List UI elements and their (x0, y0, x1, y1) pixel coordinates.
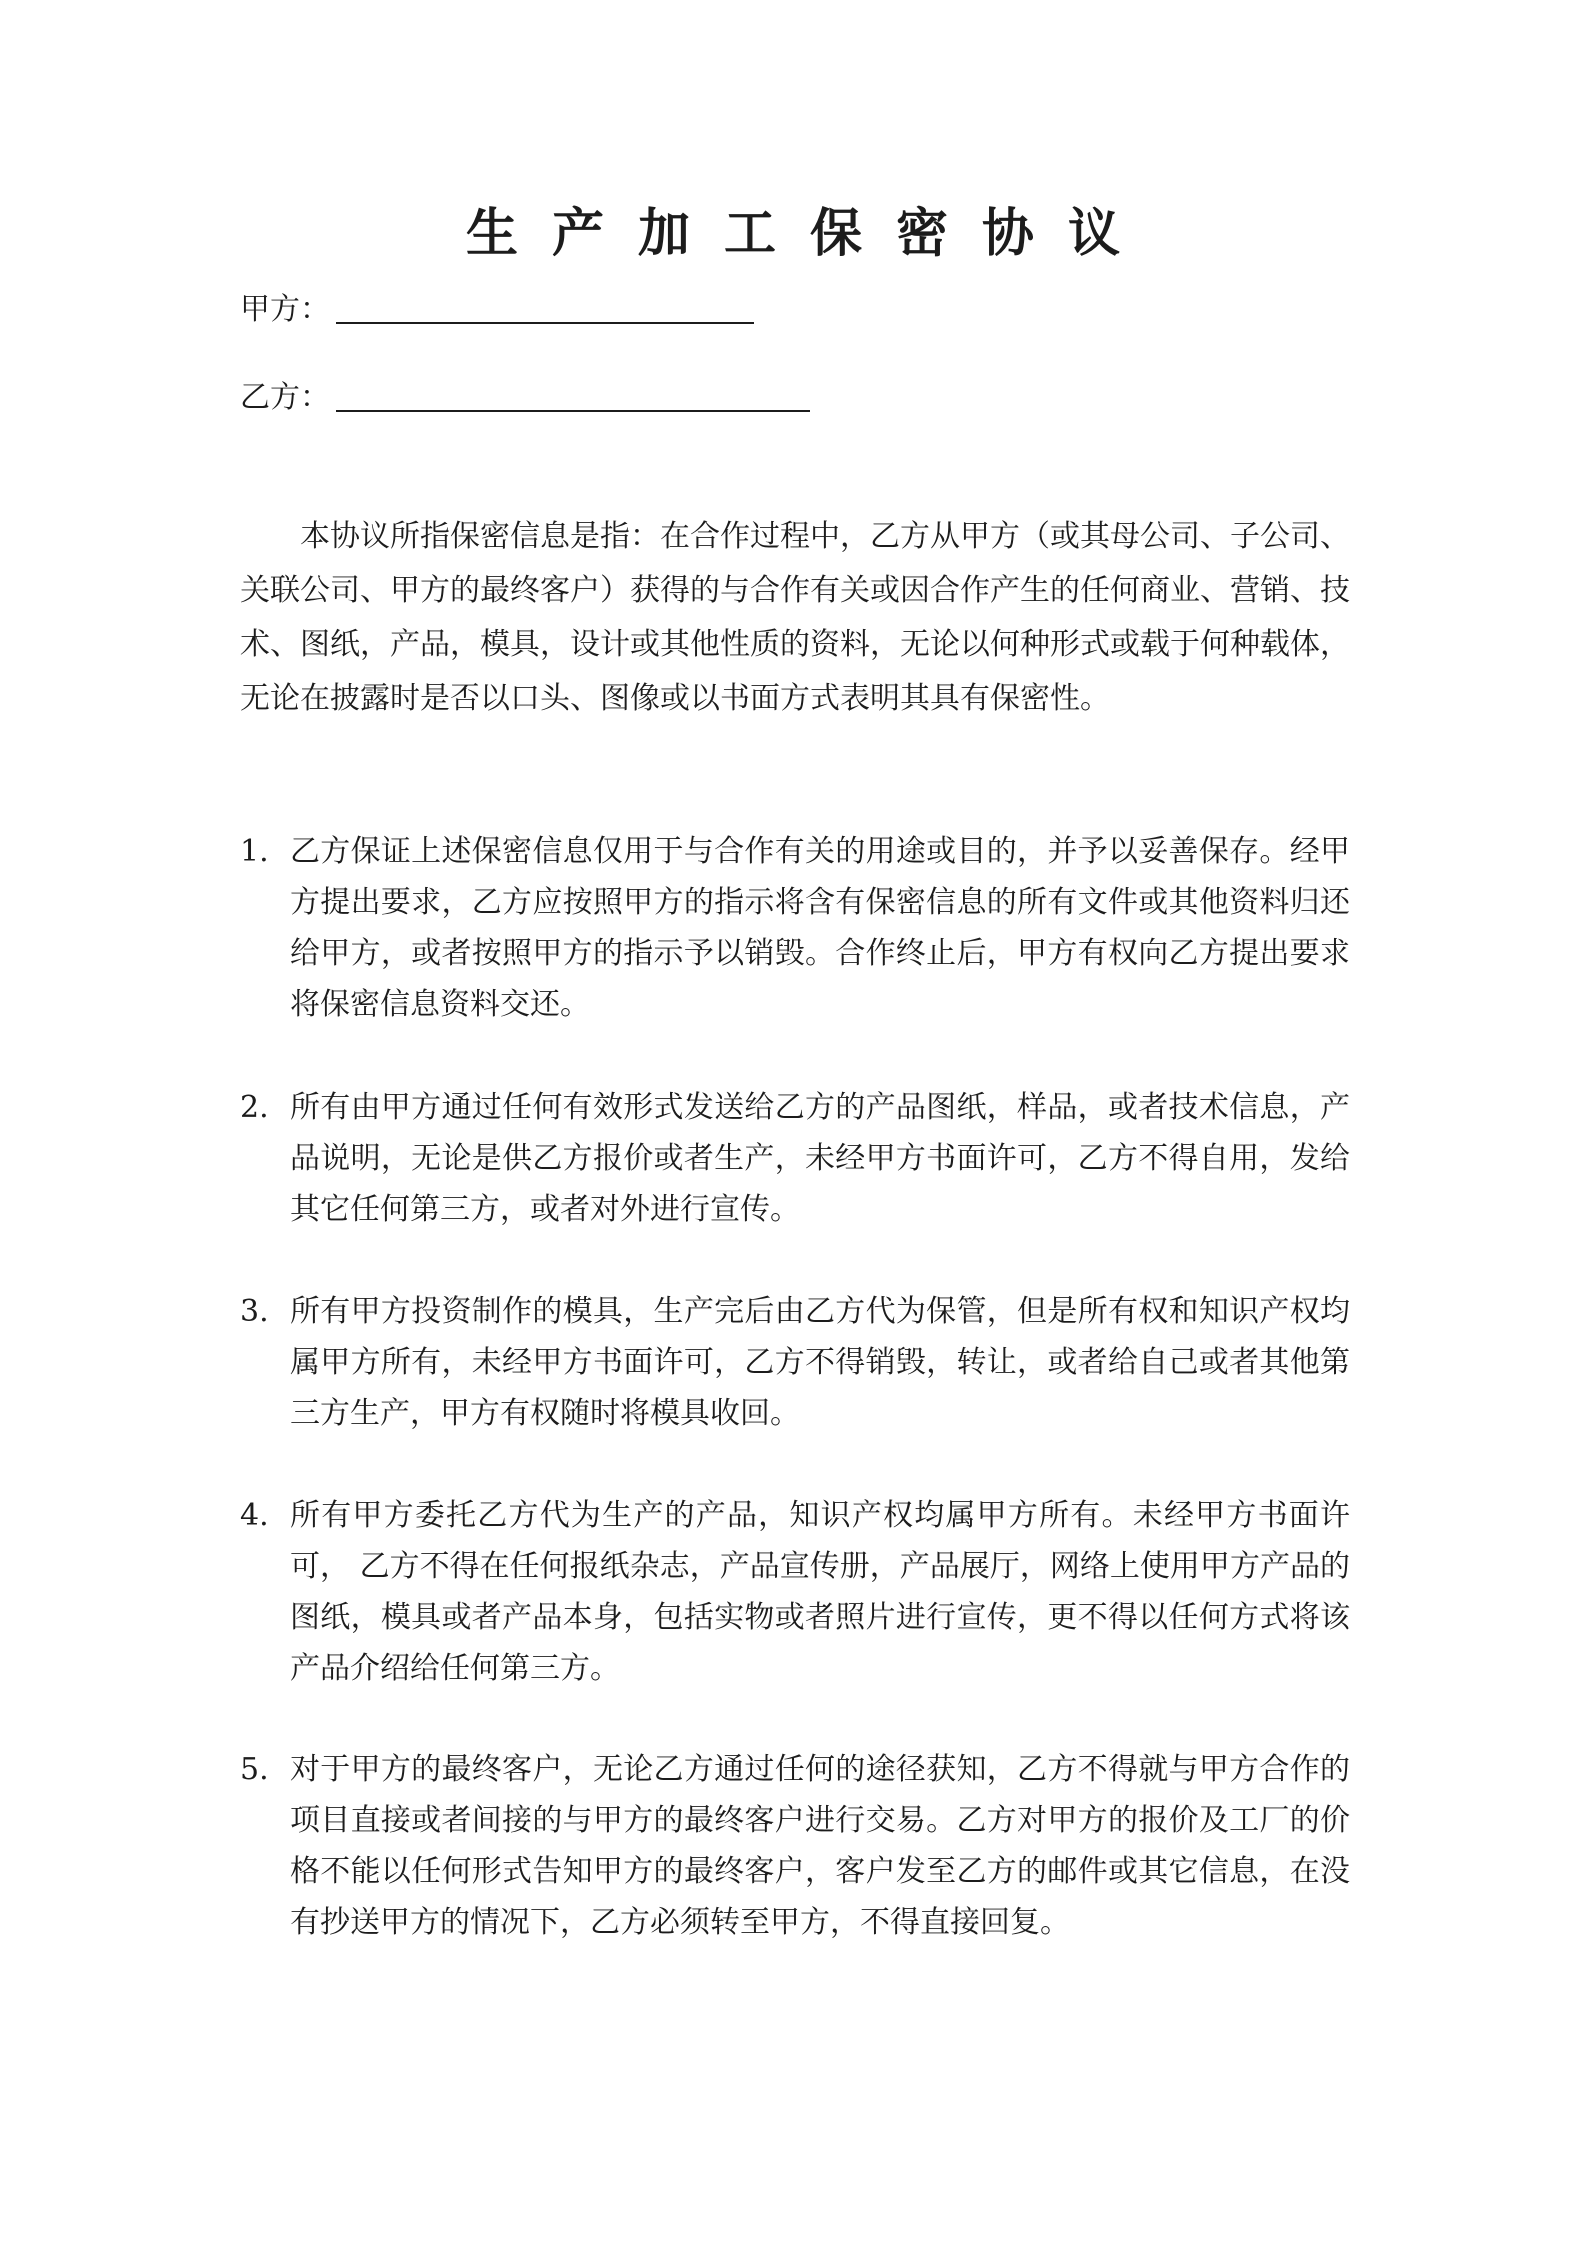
clause-text: 所有甲方投资制作的模具，生产完后由乙方代为保管，但是所有权和知识产权均属甲方所有，未经甲方书面许可，乙方不得销毁，转让，或者给自己或者其他第三方生产，甲方有权随时将模具收回。 (290, 1294, 1350, 1431)
party-a-field (240, 288, 754, 330)
party-a-blank-line (336, 322, 754, 324)
intro-paragraph: 本协议所指保密信息是指：在合作过程中，乙方从甲方（或其母公司、子公司、关联公司、甲方的最终客户）获得的与合作有关或因合作产生的任何商业、营销、技术、图纸，产品，模具，设计或其他性质的资料，无论以何种形式或载于何种载体，无论在披露时是否以口头、图像或以书面方式表明其具有保密性。 (240, 519, 1350, 716)
clause-1 (240, 826, 1350, 1030)
clause-number: 5. (240, 1752, 269, 1787)
clause-number: 4. (240, 1498, 269, 1533)
clause-number: 3. (240, 1294, 269, 1329)
party-a-label: 甲方： (240, 292, 330, 327)
clause-text: 乙方保证上述保密信息仅用于与合作有关的用途或目的，并予以妥善保存。经甲方提出要求，乙方应按照甲方的指示将含有保密信息的所有文件或其他资料归还给甲方，或者按照甲方的指示予以销毁。合作终止后，甲方有权向乙方提出要求将保密信息资料交还。 (290, 834, 1350, 1022)
clause-text: 对于甲方的最终客户，无论乙方通过任何的途径获知，乙方不得就与甲方合作的项目直接或者间接的与甲方的最终客户进行交易。乙方对甲方的报价及工厂的价格不能以任何形式告知甲方的最终客户，客户发至乙方的邮件或其它信息，在没有抄送甲方的情况下，乙方必须转至甲方，不得直接回复。 (290, 1752, 1350, 1940)
party-b-field (240, 376, 810, 418)
clause-number: 1. (240, 834, 269, 869)
clause-text: 所有由甲方通过任何有效形式发送给乙方的产品图纸，样品，或者技术信息，产品说明，无论是供乙方报价或者生产，未经甲方书面许可，乙方不得自用，发给其它任何第三方，或者对外进行宣传。 (290, 1090, 1350, 1227)
clause-4 (240, 1490, 1350, 1694)
clause-5 (240, 1744, 1350, 1948)
clause-number: 2. (240, 1090, 269, 1125)
clause-3 (240, 1286, 1350, 1439)
party-b-blank-line (336, 410, 810, 412)
party-b-label: 乙方： (240, 380, 330, 415)
clause-2 (240, 1082, 1350, 1235)
clause-text: 所有甲方委托乙方代为生产的产品，知识产权均属甲方所有。未经甲方书面许可， 乙方不得在任何报纸杂志，产品宣传册，产品展厅，网络上使用甲方产品的图纸，模具或者产品本身，包括实物或者照片进行宣传，更不得以任何方式将该产品介绍给任何第三方。 (290, 1498, 1350, 1686)
document-title: 生产加工保密协议 (465, 204, 1154, 264)
